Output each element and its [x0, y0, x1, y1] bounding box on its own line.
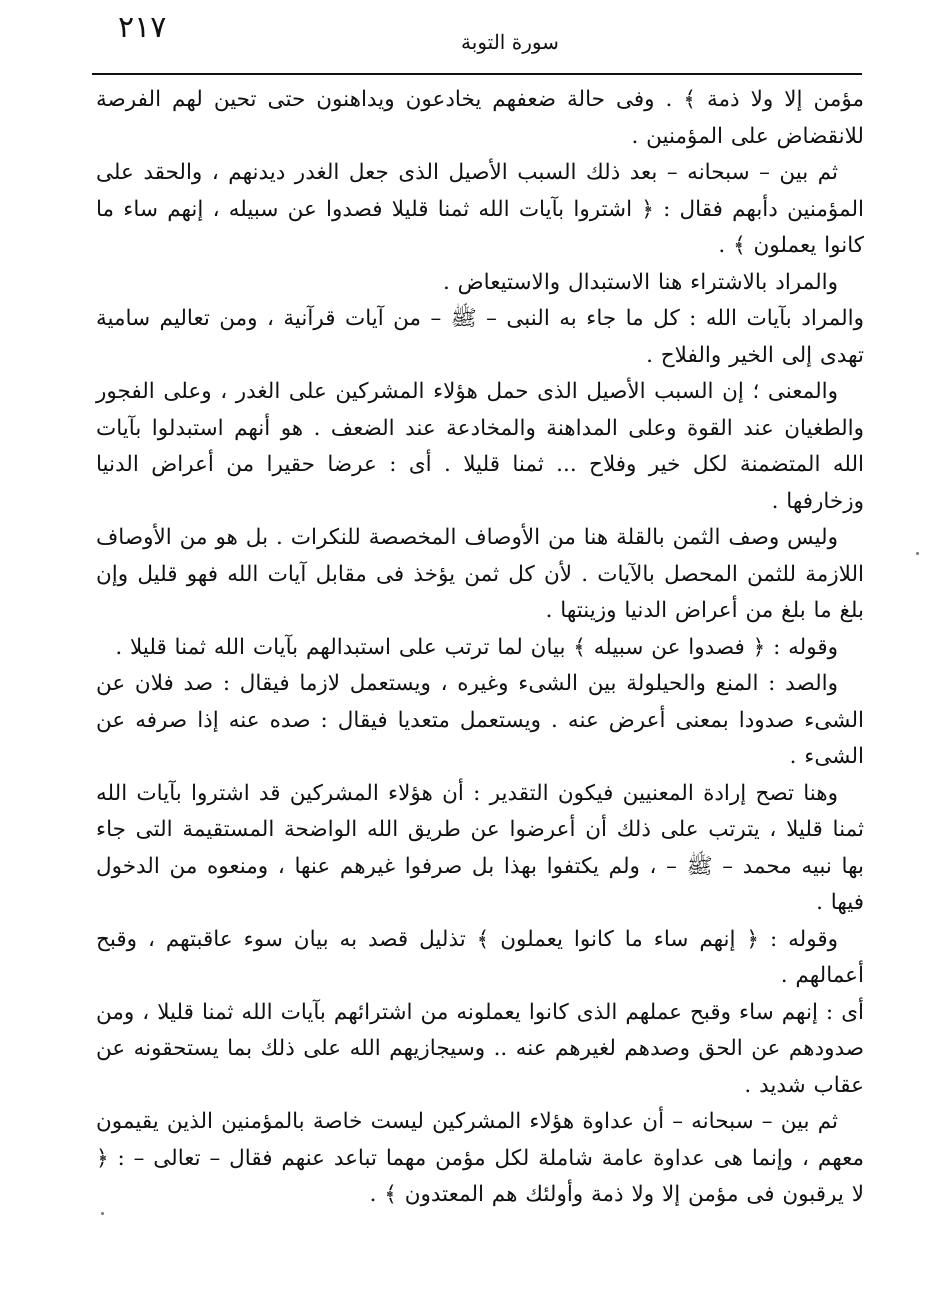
paragraph: وقوله : ﴿ فصدوا عن سبيله ﴾ بيان لما ترتب على استبدالهم بآيات الله ثمنا قليلا .	[115, 634, 838, 660]
paragraph: والمراد بالاشتراء هنا الاستبدال والاستيعاض .	[442, 269, 838, 295]
paragraph: وليس وصف الثمن بالقلة هنا من الأوصاف المخصصة للنكرات . بل هو من الأوصاف اللازمة للثمن المحصل بالآيات . لأن كل ثمن يؤخذ فى مقابل آيات الله فهو قليل وإن بلغ ما بلغ من أعراض الدنيا وزينتها .	[96, 525, 864, 623]
scan-speck	[916, 552, 919, 555]
paragraph: والصد : المنع والحيلولة بين الشىء وغيره ، ويستعمل لازما فيقال : صد فلان عن الشىء صدودا بمعنى أعرض عنه . ويستعمل متعديا فيقال : صده عنه إذا صرفه عن الشىء .	[96, 671, 864, 769]
page-body	[96, 82, 864, 1214]
surah-title: سورة التوبة	[461, 30, 559, 54]
paragraph: ثم بين – سبحانه – أن عداوة هؤلاء المشركين ليست خاصة بالمؤمنين الذين يقيمون معهم ، وإنما هى عداوة عامة شاملة لكل مؤمن مهما تباعد عنهم فقال – تعالى – : ﴿ لا يرقبون فى مؤمن إلا ولا ذمة وأولئك هم المعتدون ﴾ .	[96, 1109, 864, 1207]
paragraph: وهنا تصح إرادة المعنيين فيكون التقدير : أن هؤلاء المشركين قد اشتروا بآيات الله ثمنا قليلا ، يترتب على ذلك أن أعرضوا عن طريق الله الواضحة المستقيمة التى جاء بها نبيه محمد – ﷺ – ، ولم يكتفوا بهذا بل صرفوا غيرهم عنها ، ومنعوه من الدخول فيها .	[96, 780, 864, 915]
paragraph: ثم بين – سبحانه – بعد ذلك السبب الأصيل الذى جعل الغدر ديدنهم ، والحقد على المؤمنين دأبهم فقال : ﴿ اشتروا بآيات الله ثمنا قليلا فصدوا عن سبيله ، إنهم ساء ما كانوا يعملون ﴾ .	[96, 160, 864, 258]
paragraph: والمعنى ؛ إن السبب الأصيل الذى حمل هؤلاء المشركين على الغدر ، وعلى الفجور والطغيان عند القوة وعلى المداهنة والمخادعة عند الضعف . هو أنهم استبدلوا بآيات الله المتضمنة لكل خير وفلاح ... ثمنا قليلا . أى : عرضا حقيرا من أعراض الدنيا وزخارفها .	[96, 379, 864, 514]
header-divider	[92, 73, 862, 75]
paragraph: أى : إنهم ساء وقبح عملهم الذى كانوا يعملونه من اشترائهم بآيات الله ثمنا قليلا ، ومن صدودهم عن الحق وصدهم لغيرهم عنه .. وسيجازيهم الله على ذلك بما يستحقونه عن عقاب شديد .	[96, 999, 864, 1098]
page-number: ٢١٧	[118, 10, 167, 45]
paragraph: وقوله : ﴿ إنهم ساء ما كانوا يعملون ﴾ تذليل قصد به بيان سوء عاقبتهم ، وقبح أعمالهم .	[96, 926, 864, 988]
paragraph: والمراد بآيات الله : كل ما جاء به النبى – ﷺ – من آيات قرآنية ، ومن تعاليم سامية تهدى إلى الخير والفلاح .	[96, 306, 864, 368]
paragraph: مؤمن إلا ولا ذمة ﴾ . وفى حالة ضعفهم يخادعون ويداهنون حتى تحين لهم الفرصة للانقضاض على المؤمنين .	[96, 87, 864, 149]
scan-speck	[101, 1212, 104, 1215]
